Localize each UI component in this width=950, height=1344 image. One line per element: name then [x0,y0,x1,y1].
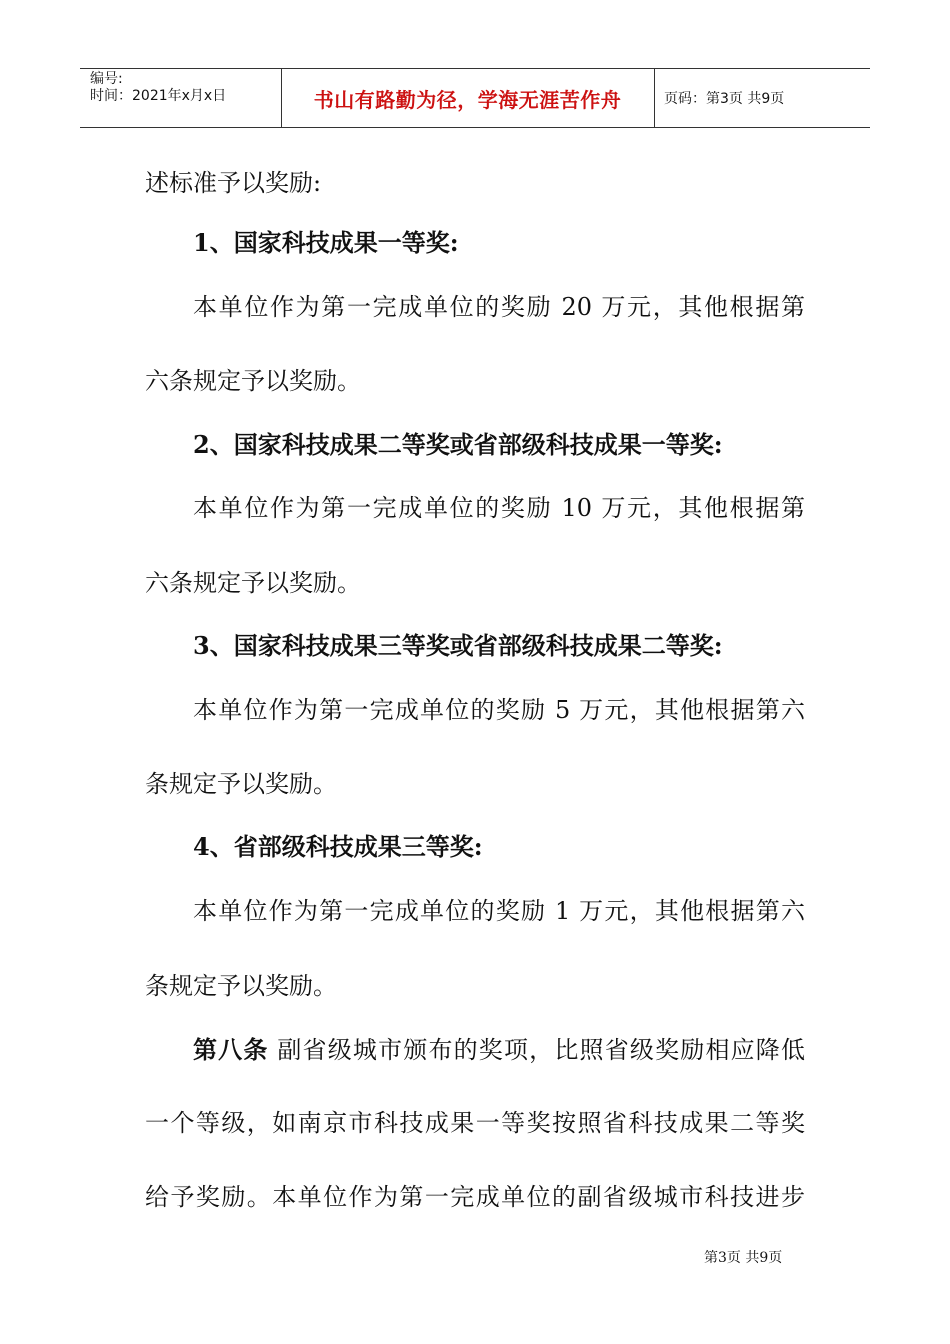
paragraph-line: 本单位作为第一完成单位的奖励 5 万元，其他根据第六 [193,696,805,724]
document-date: 时间：2021年x月x日 [90,88,227,104]
paragraph-text: 副省级城市颁布的奖项，比照省级奖励相应降低 [277,1036,805,1064]
paragraph-line: 一个等级，如南京市科技成果一等奖按照省科技成果二等奖 [145,1109,805,1137]
paragraph-line: 条规定予以奖励。 [145,770,337,798]
section-heading: 2、国家科技成果二等奖或省部级科技成果一等奖: [193,430,723,459]
paragraph-line: 给予奖励。本单位作为第一完成单位的副省级城市科技进步 [145,1183,805,1211]
header-divider [654,69,655,127]
paragraph-line: 条规定予以奖励。 [145,972,337,1000]
paragraph-line: 六条规定予以奖励。 [145,569,361,597]
section-heading: 3、国家科技成果三等奖或省部级科技成果二等奖: [193,631,723,660]
header-meta [90,71,226,105]
header-motto: 书山有路勤为径，学海无涯苦作舟 [313,87,622,112]
article-label: 第八条 [193,1035,269,1064]
page-footer: 第3页 共9页 [704,1250,783,1266]
header-page-info: 页码：第3页 共9页 [664,91,785,107]
document-number-label: 编号: [90,71,123,87]
paragraph-line: 述标准予以奖励: [145,169,322,197]
section-heading: 1、国家科技成果一等奖: [193,228,459,257]
paragraph-line: 六条规定予以奖励。 [145,367,361,395]
article-eight-line [193,1035,805,1065]
page-header [80,68,870,128]
paragraph-line: 本单位作为第一完成单位的奖励 20 万元，其他根据第 [193,293,805,321]
paragraph-line: 本单位作为第一完成单位的奖励 10 万元，其他根据第 [193,494,805,522]
paragraph-line: 本单位作为第一完成单位的奖励 1 万元，其他根据第六 [193,897,805,925]
section-heading: 4、省部级科技成果三等奖: [193,832,483,861]
